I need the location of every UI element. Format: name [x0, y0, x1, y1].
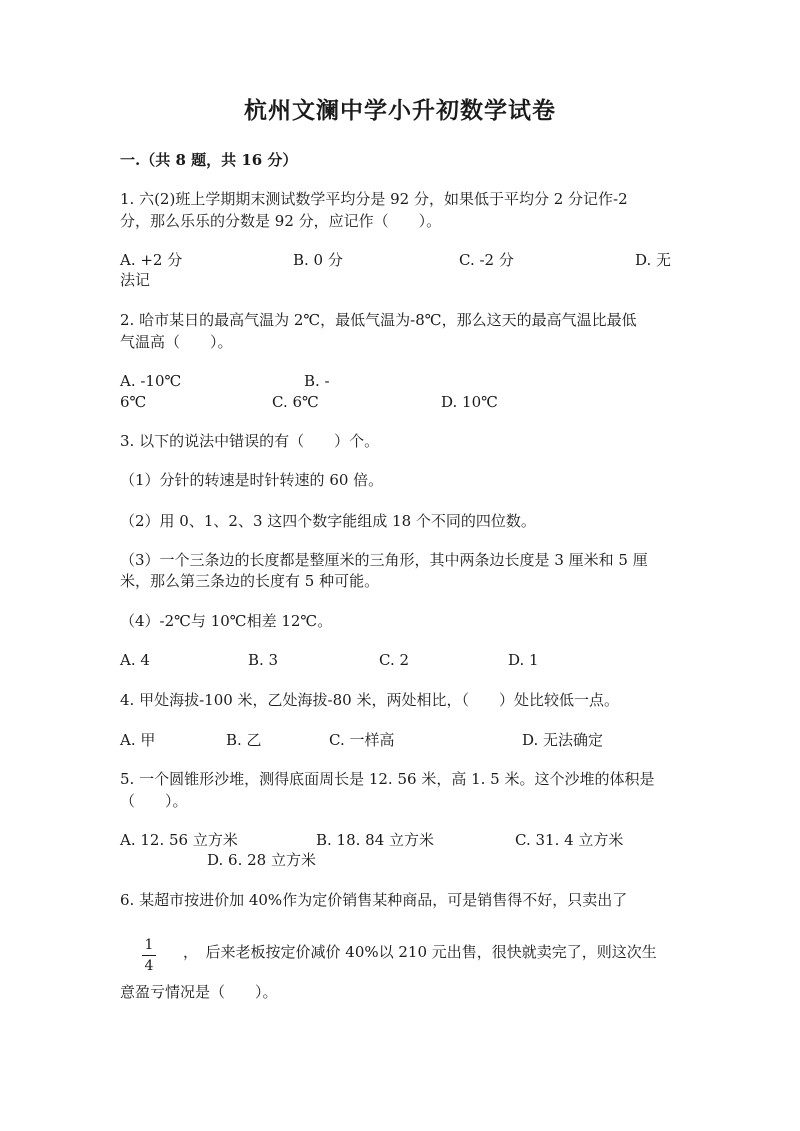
q4-option-d: D. 无法确定 [522, 731, 604, 749]
q3-option-d: D. 1 [508, 651, 539, 669]
q3-option-b: B. 3 [248, 651, 279, 669]
q1-option-c: C. -2 分 [459, 251, 514, 269]
q5-option-c: C. 31. 4 立方米 [515, 831, 624, 849]
fraction-numerator: 1 [144, 937, 154, 953]
q4-option-b: B. 乙 [226, 731, 262, 749]
fraction-denominator: 4 [144, 958, 154, 974]
q2-option-d: D. 10℃ [441, 393, 498, 411]
question-2-text: 2. 哈市某日的最高气温为 2℃，最低气温为-8℃，那么这天的最高气温比最低 [120, 311, 637, 329]
q3-option-c: C. 2 [379, 651, 410, 669]
q5-option-b: B. 18. 84 立方米 [316, 831, 435, 849]
question-5-text: 5. 一个圆锥形沙堆，测得底面周长是 12. 56 米，高 1. 5 米。这个沙堆的体积是 [120, 770, 655, 788]
question-4-text: 4. 甲处海拔-100 米，乙处海拔-80 米，两处相比，（ ）处比较低一点。 [120, 691, 619, 709]
q3-statement-1: （1）分针的转速是时针转速的 60 倍。 [120, 471, 384, 489]
page-title: 杭州文澜中学小升初数学试卷 [244, 97, 556, 124]
q5-option-a: A. 12. 56 立方米 [120, 831, 238, 849]
q2-option-b: B. - [304, 372, 330, 390]
q3-option-a: A. 4 [120, 651, 150, 669]
q4-option-c: C. 一样高 [329, 731, 395, 749]
question-1-text-cont: 分，那么乐乐的分数是 92 分，应记作（ ）。 [120, 212, 442, 230]
q3-statement-3: （3）一个三条边的长度都是整厘米的三角形，其中两条边长度是 3 厘米和 5 厘 [120, 551, 648, 569]
question-3-text: 3. 以下的说法中错误的有（ ）个。 [120, 432, 380, 450]
question-2-text-cont: 气温高（ ）。 [120, 333, 233, 351]
q2-option-a: A. -10℃ [120, 372, 182, 390]
question-1-text: 1. 六(2)班上学期期末测试数学平均分是 92 分，如果低于平均分 2 分记作-2 [120, 190, 628, 208]
q3-statement-4: （4）-2℃与 10℃相差 12℃。 [120, 612, 333, 630]
q5-option-d: D. 6. 28 立方米 [207, 851, 316, 869]
section-header: 一.（共 8 题，共 16 分） [120, 151, 298, 169]
q1-option-b: B. 0 分 [293, 251, 343, 269]
q3-statement-2: （2）用 0、1、2、3 这四个数字能组成 18 个不同的四位数。 [120, 512, 536, 530]
question-6-text: 6. 某超市按进价加 40%作为定价销售某种商品，可是销售得不好，只卖出了 [120, 891, 628, 909]
q1-option-d: D. 无 [635, 251, 672, 269]
q2-option-c: C. 6℃ [272, 393, 319, 411]
question-5-text-cont: （ ）。 [120, 792, 188, 810]
q2-option-b-cont: 6℃ [120, 393, 147, 411]
q1-option-d-cont: 法记 [120, 271, 151, 289]
fraction-bar [142, 955, 156, 956]
question-6-text-end: 意盈亏情况是（ ）。 [120, 983, 278, 1001]
q3-statement-3-cont: 米，那么第三条边的长度有 5 种可能。 [120, 572, 380, 590]
q1-option-a: A. +2 分 [120, 251, 183, 269]
question-6-text-cont: ， 后来老板按定价减价 40%以 210 元出售，很快就卖完了，则这次生 [183, 943, 657, 961]
fraction-one-quarter [141, 937, 157, 975]
q4-option-a: A. 甲 [120, 731, 156, 749]
